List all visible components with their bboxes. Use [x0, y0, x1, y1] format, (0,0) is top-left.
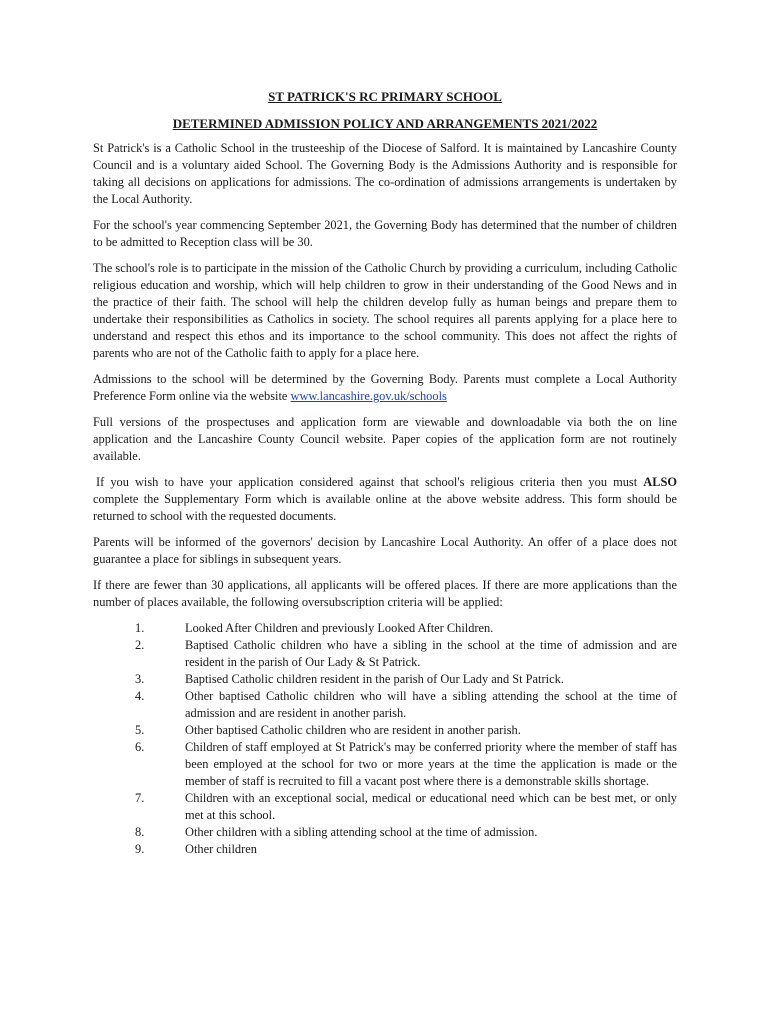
supplementary-text-bold: ALSO	[643, 475, 677, 489]
school-name-heading: ST PATRICK'S RC PRIMARY SCHOOL	[268, 89, 502, 104]
supplementary-text-pre: If you wish to have your application considered against that school's religious criteria then you must	[96, 475, 644, 489]
list-item-text: Baptised Catholic children resident in the parish of Our Lady and St Patrick.	[185, 672, 564, 686]
list-item-text: Other baptised Catholic children who will have a sibling attending the school at the time of admission and are resident in another parish.	[185, 689, 677, 720]
document-page	[93, 84, 677, 858]
list-item-number: 1.	[135, 621, 145, 635]
supplementary-text-post: complete the Supplementary Form which is available online at the above website address. This form should be returned to school with the requested documents.	[93, 492, 677, 523]
list-item	[93, 790, 677, 824]
list-item	[93, 824, 677, 841]
list-item-text: Children with an exceptional social, medical or educational need which can be best met, or only met at this school.	[185, 791, 677, 822]
list-item-number: 2.	[135, 638, 145, 652]
list-item	[93, 620, 677, 637]
list-item-number: 9.	[135, 842, 145, 856]
admission-number-paragraph: For the school's year commencing September 2021, the Governing Body has determined that the number of children to be admitted to Reception class will be 30.	[93, 218, 677, 249]
list-item	[93, 722, 677, 739]
list-item-text: Other children	[185, 842, 257, 856]
preference-form-paragraph	[93, 371, 677, 405]
list-item-number: 5.	[135, 723, 145, 737]
decision-paragraph: Parents will be informed of the governors' decision by Lancashire Local Authority. An offer of a place does not guarantee a place for siblings in subsequent years.	[93, 535, 677, 566]
list-item	[93, 739, 677, 790]
list-item-text: Children of staff employed at St Patrick's may be conferred priority where the member of staff has been employed at the school for two or more years at the time the application is made or the member of staff is recruited to fill a vacant post where there is a demonstrable skills shortage.	[185, 740, 677, 788]
list-item	[93, 637, 677, 671]
preference-form-text: Admissions to the school will be determined by the Governing Body. Parents must complete a Local Authority Preference Form online via the website	[93, 372, 677, 403]
school-role-paragraph: The school's role is to participate in the mission of the Catholic Church by providing a curriculum, including Catholic religious education and worship, which will help children to grow in their understanding of the Good News and in the practice of their faith. The school will help the children develop fully as human beings and prepare them to undertake their responsibilities as Catholics in society. The school requires all parents applying for a place here to understand and respect this ethos and its importance to the school community. This does not affect the rights of parents who are not of the Catholic faith to apply for a place here.	[93, 261, 677, 360]
list-item	[93, 841, 677, 858]
list-item-text: Baptised Catholic children who have a sibling in the school at the time of admission and are resident in the parish of Our Lady & St Patrick.	[185, 638, 677, 669]
list-item-number: 6.	[135, 740, 145, 754]
list-item-text: Other baptised Catholic children who are resident in another parish.	[185, 723, 521, 737]
prospectus-paragraph: Full versions of the prospectuses and application form are viewable and downloadable via both the on line application and the Lancashire County Council website. Paper copies of the application form are not routinely available.	[93, 415, 677, 463]
list-item-number: 7.	[135, 791, 145, 805]
list-item	[93, 688, 677, 722]
list-item-number: 8.	[135, 825, 145, 839]
supplementary-form-paragraph	[93, 474, 677, 525]
list-item	[93, 671, 677, 688]
list-item-text: Looked After Children and previously Looked After Children.	[185, 621, 494, 635]
list-item-number: 3.	[135, 672, 145, 686]
oversubscription-paragraph: If there are fewer than 30 applications, all applicants will be offered places. If there are more applications than the number of places available, the following oversubscription criteria will be applied:	[93, 578, 677, 609]
policy-title-heading: DETERMINED ADMISSION POLICY AND ARRANGEMENTS 2021/2022	[172, 116, 598, 131]
list-item-number: 4.	[135, 689, 145, 703]
intro-paragraph: St Patrick's is a Catholic School in the trusteeship of the Diocese of Salford. It is maintained by Lancashire County Council and is a voluntary aided School. The Governing Body is the Admissions Authority and is responsible for taking all decisions on applications for admissions. The co-ordination of admissions arrangements is undertaken by the Local Authority.	[93, 141, 677, 206]
lancashire-schools-link[interactable]: www.lancashire.gov.uk/schools	[290, 389, 447, 403]
list-item-text: Other children with a sibling attending school at the time of admission.	[185, 825, 538, 839]
oversubscription-criteria-list	[93, 620, 677, 858]
